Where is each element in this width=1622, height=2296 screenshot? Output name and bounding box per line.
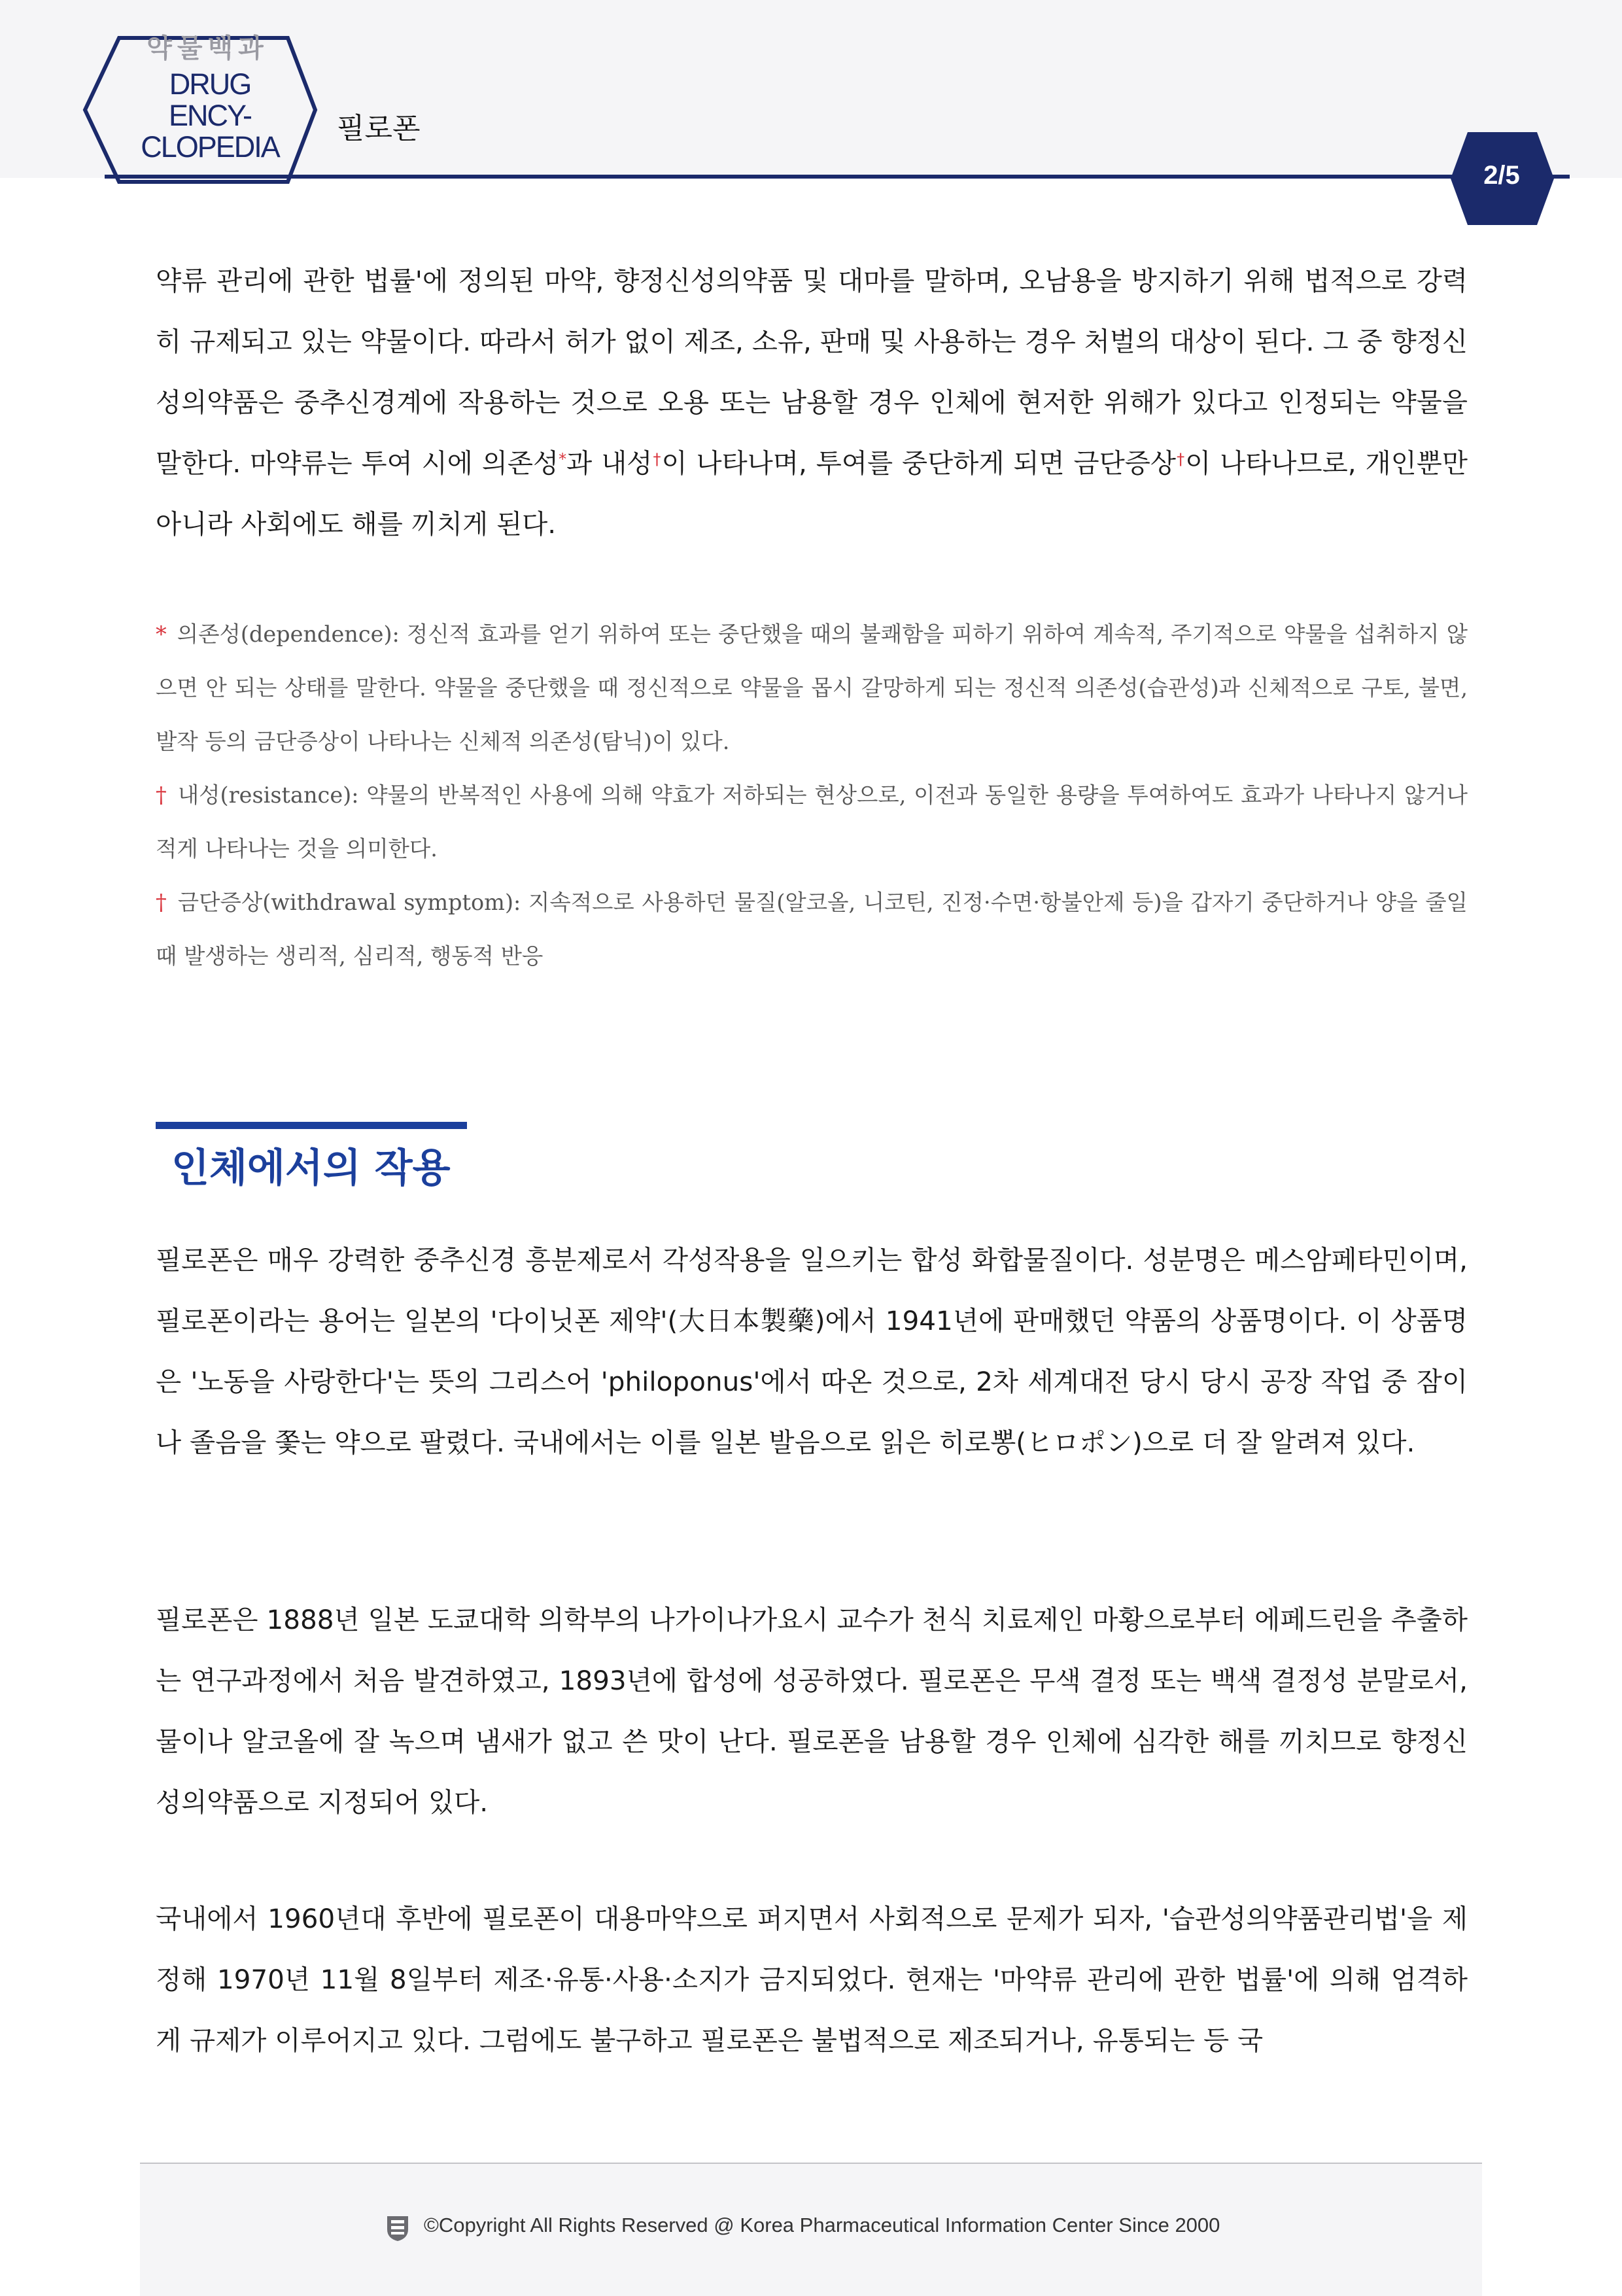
logo-korean: 약물백과 — [147, 33, 269, 63]
footnote-mark-resistance: † — [652, 450, 662, 468]
page-number: 2/5 — [1483, 161, 1520, 190]
kpic-shield-icon — [385, 2214, 411, 2242]
logo-english: DRUG ENCY- CLOPEDIA — [141, 67, 279, 164]
footnote-mark-dependence: * — [559, 450, 567, 468]
footnote-mark-withdrawal: † — [1176, 450, 1186, 468]
intro-paragraph: 약류 관리에 관한 법률'에 정의된 마약, 향정신성의약품 및 대마를 말하며, 오남용을 방지하기 위해 법적으로 강력히 규제되고 있는 약물이다. 따라서 허가 없이 제조, 소유, 판매 및 사용하는 경우 처벌의 대상이 된다. 그 중 향정신성의약품은 중추신경계에 작용하는 것으로 오용 또는 남용할 경우 인체에 현저한 위해가 있다고 인정되는 약물을 말한다. 마약류는 투여 시에 의존성*과 내성†이 나타나며, 투여를 중단하게 되면 금단증상†이 나타나므로, 개인뿐만 아니라 사회에도 해를 끼치게 된다. — [156, 265, 1468, 540]
section-accent-bar — [156, 1122, 467, 1129]
section-title: 인체에서의 작용 — [171, 1145, 451, 1191]
footnote-withdrawal: † 금단증상(withdrawal symptom): 지속적으로 사용하던 물질(알코올, 니코틴, 진정·수면·항불안제 등)을 갑자기 중단하거나 양을 줄일 때 발생하는 생리적, 심리적, 행동적 반응 — [156, 890, 1468, 969]
footnote-dependence: * 의존성(dependence): 정신적 효과를 얻기 위하여 또는 중단했을 때의 불쾌함을 피하기 위하여 계속적, 주기적으로 약물을 섭취하지 않으면 안 되는 상태를 말한다. 약물을 중단했을 때 정신적으로 약물을 몹시 갈망하게 되는 정신적 의존성(습관성)과 신체적으로 구토, 불면, 발작 등의 금단증상이 나타나는 신체적 의존성(탐닉)이 있다. — [156, 621, 1468, 754]
document-title: 필로폰 — [337, 112, 421, 145]
footnote-resistance: † 내성(resistance): 약물의 반복적인 사용에 의해 약효가 저하되는 현상으로, 이전과 동일한 용량을 투여하여도 효과가 나타나지 않거나 적게 나타나는 것을 의미한다. — [156, 782, 1468, 861]
body-paragraph-2: 필로폰은 1888년 일본 도쿄대학 의학부의 나가이나가요시 교수가 천식 치료제인 마황으로부터 에페드린을 추출하는 연구과정에서 처음 발견하였고, 1893년에 합성에 성공하였다. 필로폰은 무색 결정 또는 백색 결정성 분말로서, 물이나 알코올에 잘 녹으며 냄새가 없고 쓴 맛이 난다. 필로폰을 남용할 경우 인체에 심각한 해를 끼치므로 향정신성의약품으로 지정되어 있다. — [156, 1604, 1468, 1818]
body-paragraph-1: 필로폰은 매우 강력한 중추신경 흥분제로서 각성작용을 일으키는 합성 화합물질이다. 성분명은 메스암페타민이며, 필로폰이라는 용어는 일본의 '다이닛폰 제약'(大日本製藥)에서 1941년에 판매했던 약품의 상품명이다. 이 상품명은 '노동을 사랑한다'는 뜻의 그리스어 'philoponus'에서 따온 것으로, 2차 세계대전 당시 당시 공장 작업 중 잠이나 졸음을 쫓는 약으로 팔렸다. 국내에서는 이를 일본 발음으로 읽은 히로뽕(ヒロポン)으로 더 잘 알려져 있다. — [156, 1244, 1468, 1458]
body-paragraph-3: 국내에서 1960년대 후반에 필로폰이 대용마약으로 퍼지면서 사회적으로 문제가 되자, '습관성의약품관리법'을 제정해 1970년 11월 8일부터 제조·유통·사용·소지가 금지되었다. 현재는 '마약류 관리에 관한 법률'에 의해 엄격하게 규제가 이루어지고 있다. 그럼에도 불구하고 필로폰은 불법적으로 제조되거나, 유통되는 등 국 — [156, 1903, 1468, 2056]
footnotes — [156, 608, 1468, 983]
copyright-text: ©Copyright All Rights Reserved @ Korea Pharmaceutical Information Center Since 2000 — [424, 2214, 1220, 2236]
